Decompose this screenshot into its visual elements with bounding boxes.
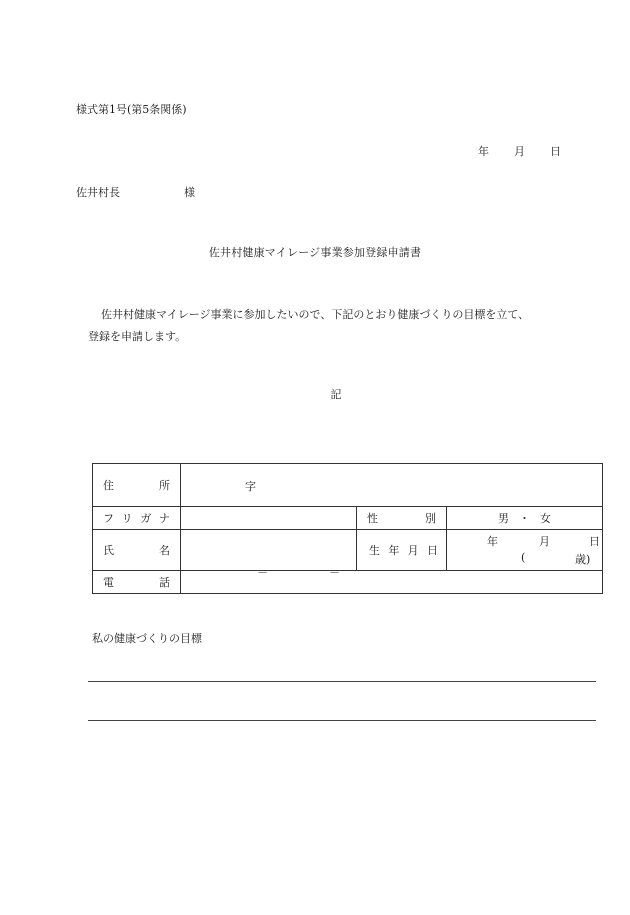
furigana-label-char: フ [103,512,114,525]
phone-label-char: 話 [159,576,170,589]
gender-option-female[interactable]: 女 [540,512,551,525]
phone-label-cell [93,571,181,594]
registration-table [92,463,603,594]
age-label: 歳) [575,553,591,566]
address-label-char: 所 [159,479,170,492]
address-label-char: 住 [103,479,114,492]
gender-option-male[interactable]: 男 [498,512,509,525]
birthdate-label-cell [357,530,447,571]
name-row [93,530,603,571]
phone-field[interactable] [181,566,603,594]
address-row [93,464,603,507]
date-day-label: 日 [550,145,561,158]
phone-row [93,571,603,594]
body-text [88,304,588,348]
birth-year-label: 年 [487,535,498,548]
address-aza: 字 [245,480,256,493]
address-label-cell [93,464,181,507]
name-label-char: 氏 [103,544,114,557]
phone-label-char: 電 [103,576,114,589]
gender-field[interactable] [447,507,603,530]
body-line-2: 登録を申請します。 [88,330,187,343]
birthdate-label-char: 年 [388,544,400,557]
gender-label-char: 性 [367,512,378,525]
name-label-char: 名 [159,544,170,557]
date-year-label: 年 [478,145,489,158]
furigana-label-char: ナ [158,512,170,525]
phone-dash: － [329,566,340,579]
birthdate-label-char: 月 [407,544,419,557]
gender-label-cell [357,507,447,530]
addressee-name: 佐井村長 [76,186,120,199]
birth-month-label: 月 [539,535,550,548]
body-line-1: 佐井村健康マイレージ事業に参加したいので、下記のとおり健康づくりの目標を立て、 [101,308,530,321]
goal-line-1[interactable] [88,681,596,682]
birth-day-label: 日 [589,535,600,548]
phone-dash: － [257,566,268,579]
furigana-label-char: リ [121,512,133,525]
ki-heading: 記 [330,388,342,401]
furigana-field[interactable] [181,507,357,530]
date-month-label: 月 [514,145,525,158]
gender-label-char: 別 [425,512,436,525]
goal-label: 私の健康づくりの目標 [92,632,202,645]
name-label-cell [93,530,181,571]
birthdate-field[interactable] [447,530,603,571]
gender-separator: ・ [519,512,530,525]
form-number: 様式第1号(第5条関係) [76,103,187,116]
age-paren-open: ( [521,551,526,564]
addressee-suffix: 様 [184,186,195,199]
birthdate-label-char: 生 [369,544,380,557]
document-title: 佐井村健康マイレージ事業参加登録申請書 [208,246,422,259]
furigana-label-cell [93,507,181,530]
birthdate-label-char: 日 [426,544,438,557]
furigana-row [93,507,603,530]
addressee [76,184,195,200]
furigana-label-char: ガ [140,512,152,525]
address-field[interactable] [181,464,603,507]
goal-line-2[interactable] [88,720,596,721]
